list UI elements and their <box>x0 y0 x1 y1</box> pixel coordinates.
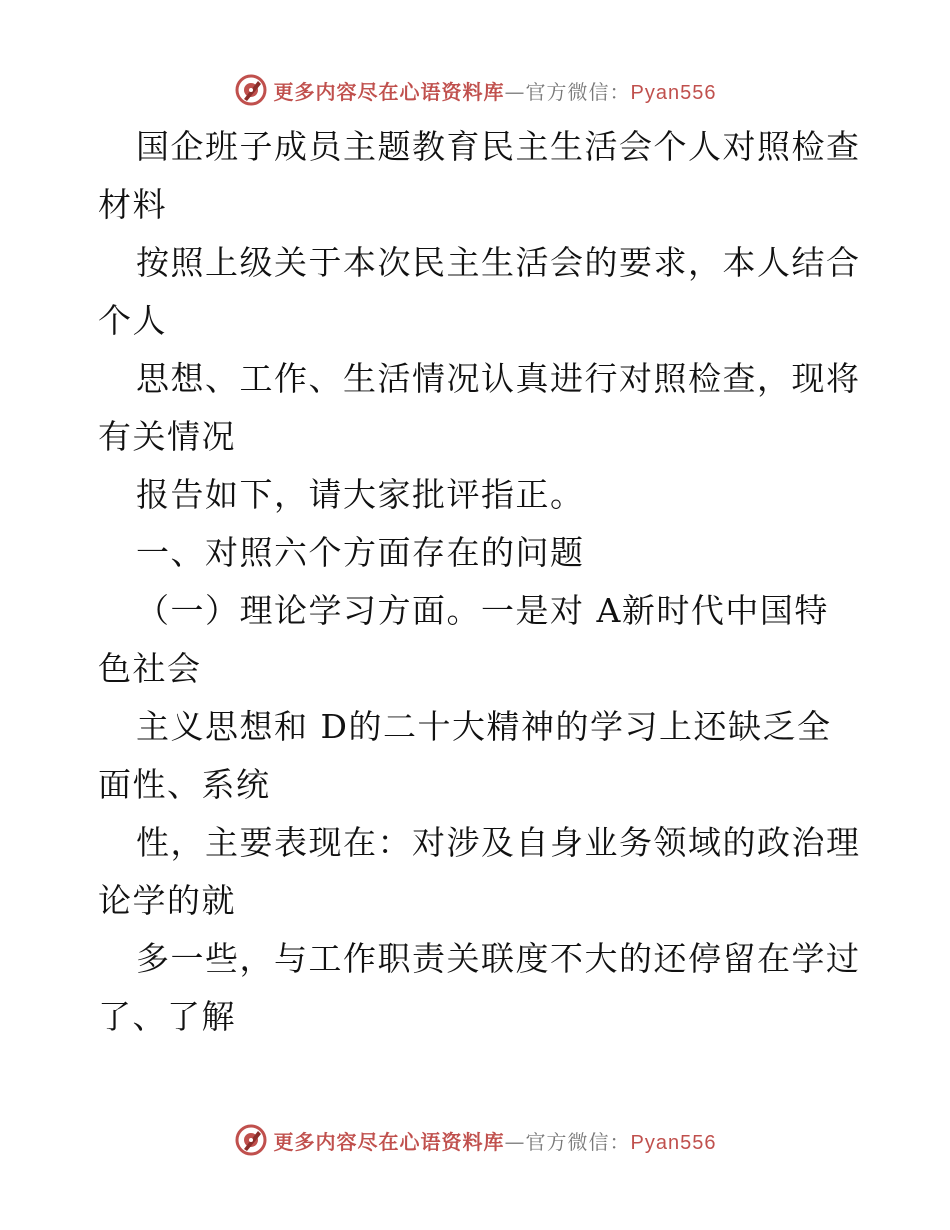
doc-line: 性，主要表现在：对涉及自身业务领域的政治理 <box>136 823 861 862</box>
doc-line: 主义思想和 D的二十大精神的学习上还缺乏全 <box>136 707 832 746</box>
doc-line: 有关情况 <box>98 417 236 456</box>
doc-line: 按照上级关于本次民主生活会的要求，本人结合 <box>136 243 861 282</box>
doc-line: 了、了解 <box>98 997 236 1036</box>
header-banner <box>0 70 950 110</box>
footer-banner-text <box>274 1126 717 1155</box>
doc-line: 材料 <box>98 185 167 224</box>
footer-banner-dash: — <box>504 1129 526 1154</box>
pen-logo-icon <box>234 1123 268 1157</box>
document-body <box>98 118 861 1046</box>
doc-line: 国企班子成员主题教育民主生活会个人对照检查 <box>136 127 861 166</box>
doc-line: 个人 <box>98 301 167 340</box>
doc-line: 报告如下，请大家批评指正。 <box>136 475 585 514</box>
doc-line: （一）理论学习方面。一是对 A新时代中国特 <box>136 591 829 630</box>
header-banner-text <box>274 76 717 105</box>
footer-banner-main: 更多内容尽在心语资料库 <box>273 1129 505 1154</box>
pen-logo-icon <box>234 73 268 107</box>
footer-banner-id: Pyan556 <box>630 1131 717 1154</box>
footer-banner <box>0 1120 950 1160</box>
header-banner-main: 更多内容尽在心语资料库 <box>273 79 505 104</box>
doc-line: 一、对照六个方面存在的问题 <box>136 533 585 572</box>
header-banner-label: 官方微信： <box>525 79 631 104</box>
header-banner-dash: — <box>504 79 526 104</box>
header-banner-id: Pyan556 <box>630 81 717 104</box>
doc-line: 论学的就 <box>98 881 236 920</box>
doc-line: 面性、系统 <box>98 765 271 804</box>
footer-banner-label: 官方微信： <box>525 1129 631 1154</box>
doc-line: 多一些，与工作职责关联度不大的还停留在学过 <box>136 939 861 978</box>
doc-line: 色社会 <box>98 649 202 688</box>
doc-line: 思想、工作、生活情况认真进行对照检查，现将 <box>136 359 861 398</box>
